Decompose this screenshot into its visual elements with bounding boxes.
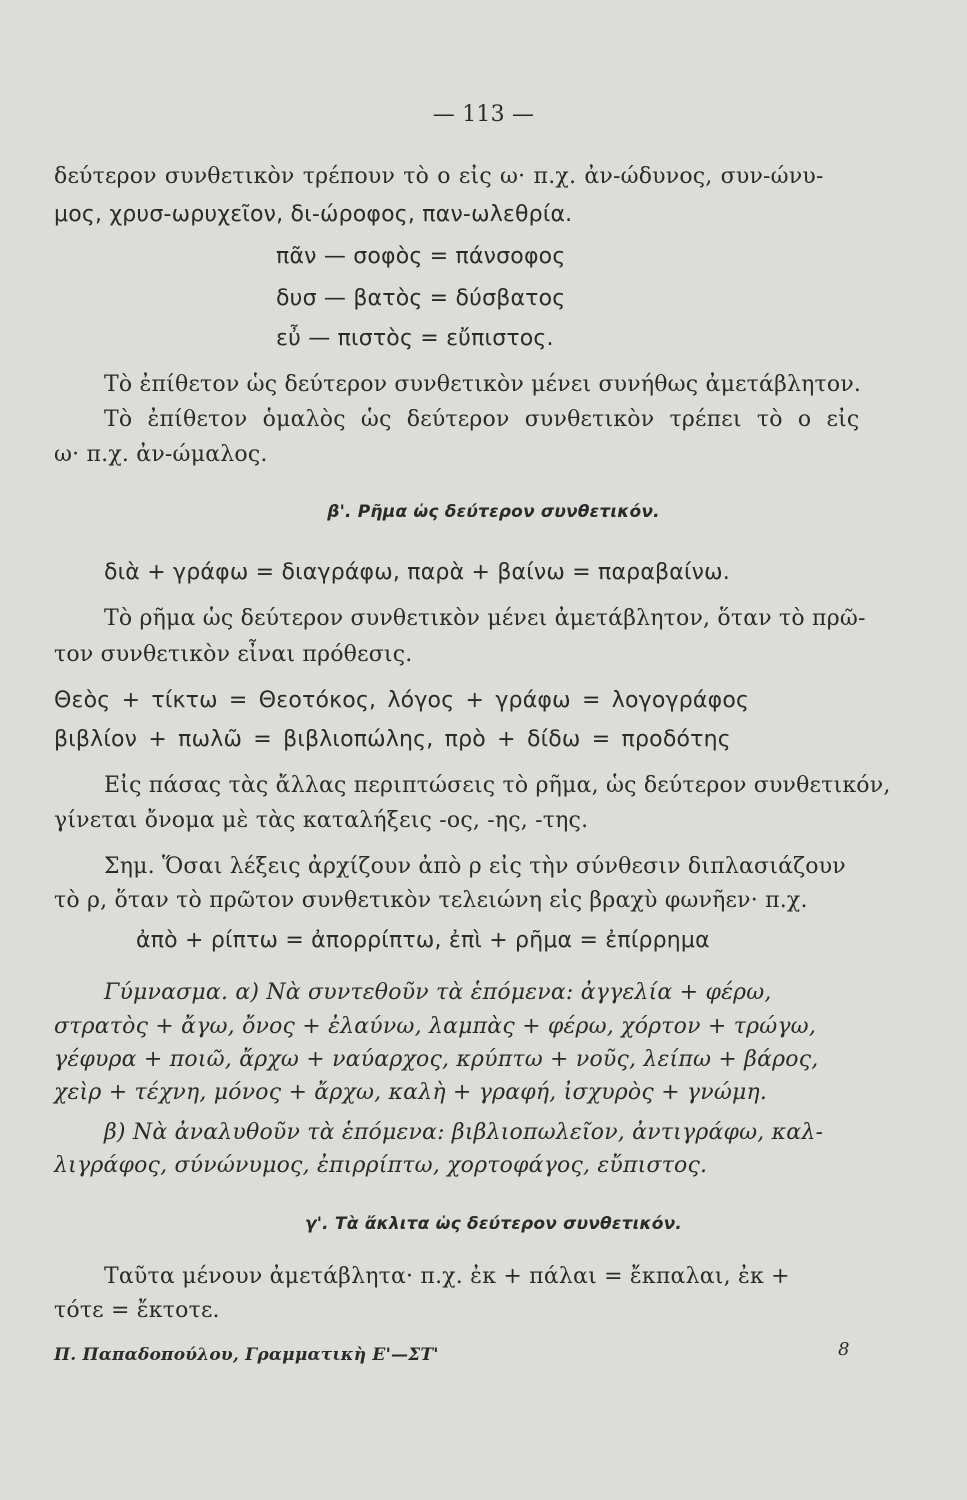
- text-line: Ταῦτα μένουν ἀμετάβλητα· π.χ. ἐκ + πάλαι = ἔκπαλαι, ἐκ +: [104, 1264, 790, 1289]
- page-number: — 113 —: [432, 102, 535, 127]
- text-line: τότε = ἔκτοτε.: [54, 1298, 220, 1323]
- exercise-line: β) Νὰ ἀναλυθοῦν τὰ ἑπόμενα: βιβλιοπωλεῖον, ἀντιγράφω, καλ-: [104, 1120, 824, 1145]
- exercise-line: γέφυρα + ποιῶ, ἄρχω + ναύαρχος, κρύπτω + νοῦς, λείπω + βάρος,: [54, 1047, 819, 1072]
- text-line: γίνεται ὄνομα μὲ τὰς καταλήξεις -ος, -ης, -της.: [54, 808, 589, 833]
- formula-line: εὖ — πιστὸς = εὔπιστος.: [276, 326, 554, 351]
- formula-line: ἀπὸ + ρίπτω = ἀπορρίπτω, ἐπὶ + ρῆμα = ἐπίρρημα: [136, 928, 710, 953]
- note-line: Σημ. Ὅσαι λέξεις ἀρχίζουν ἀπὸ ρ εἰς τὴν σύνθεσιν διπλασιάζουν: [104, 854, 846, 879]
- formula-line: διὰ + γράφω = διαγράφω, παρὰ + βαίνω = παραβαίνω.: [104, 560, 730, 585]
- text-line: Εἰς πάσας τὰς ἄλλας περιπτώσεις τὸ ρῆμα, ὡς δεύτερον συνθετικόν,: [104, 773, 891, 798]
- exercise-line: Γύμνασμα. α) Νὰ συντεθοῦν τὰ ἑπόμενα: ἀγγελία + φέρω,: [104, 980, 772, 1005]
- section-heading: γ'. Τὰ ἄκλιτα ὡς δεύτερον συνθετικόν.: [304, 1214, 683, 1234]
- section-heading: β'. Ρῆμα ὡς δεύτερον συνθετικόν.: [327, 502, 660, 522]
- text-line: δεύτερον συνθετικὸν τρέπουν τὸ ο εἰς ω· π.χ. ἀν-ώδυνος, συν-ώνυ-: [54, 164, 824, 189]
- text-line: ω· π.χ. ἀν-ώμαλος.: [54, 442, 268, 467]
- formula-line: πᾶν — σοφὸς = πάνσοφος: [276, 244, 566, 269]
- exercise-line: λιγράφος, σύνώνυμος, ἐπιρρίπτω, χορτοφάγος, εὔπιστος.: [54, 1153, 708, 1178]
- exercise-line: χεὶρ + τέχνη, μόνος + ἄρχω, καλὴ + γραφή, ἰσχυρὸς + γνώμη.: [54, 1080, 768, 1105]
- text-line: Τὸ ρῆμα ὡς δεύτερον συνθετικὸν μένει ἀμετάβλητον, ὅταν τὸ πρῶ-: [104, 606, 866, 631]
- footer-signature-number: 8: [838, 1339, 850, 1360]
- formula-line: Θεὸς + τίκτω = Θεοτόκος, λόγος + γράφω = λογογράφος: [54, 688, 750, 713]
- formula-line: βιβλίον + πωλῶ = βιβλιοπώλης, πρὸ + δίδω = προδότης: [54, 727, 731, 752]
- text-line: Τὸ ἐπίθετον ὁμαλὸς ὡς δεύτερον συνθετικὸν τρέπει τὸ ο εἰς: [104, 407, 860, 432]
- footer-author: Π. Παπαδοπούλου, Γραμματικὴ Ε'—ΣΤ': [54, 1345, 439, 1365]
- formula-line: δυσ — βατὸς = δύσβατος: [276, 286, 566, 311]
- text-line: τον συνθετικὸν εἶναι πρόθεσις.: [54, 642, 413, 667]
- note-line: τὸ ρ, ὅταν τὸ πρῶτον συνθετικὸν τελειώνη εἰς βραχὺ φωνῆεν· π.χ.: [54, 888, 808, 913]
- exercise-line: στρατὸς + ἄγω, ὄνος + ἐλαύνω, λαμπὰς + φέρω, χόρτον + τρώγω,: [54, 1014, 817, 1039]
- text-line: μος, χρυσ-ωρυχεῖον, δι-ώροφος, παν-ωλεθρία.: [54, 202, 573, 227]
- text-line: Τὸ ἐπίθετον ὡς δεύτερον συνθετικὸν μένει συνήθως ἀμετάβλητον.: [104, 372, 862, 397]
